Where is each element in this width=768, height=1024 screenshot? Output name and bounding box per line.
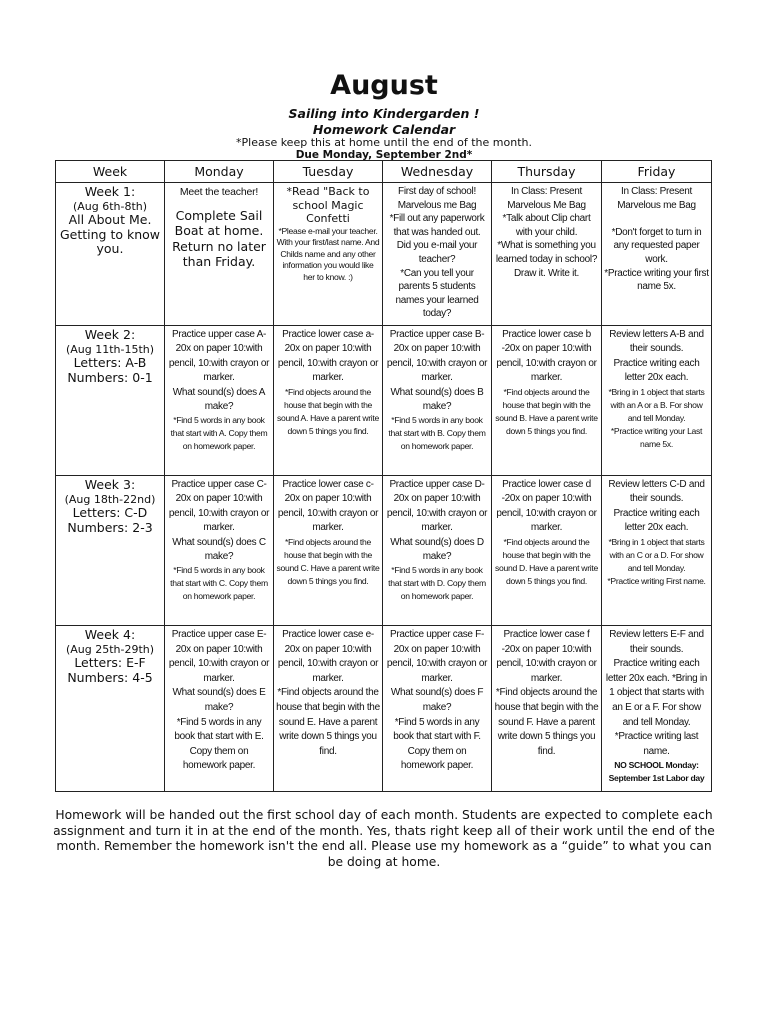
wednesday-text: First day of school! Marvelous me Bag *Fill out any paperwork that was handed out. Did you e-mail your teacher? *Can you tell your parents 5 students names your learned today? [389,186,485,320]
wednesday-cell [383,626,492,792]
week-cell [56,626,165,792]
week-label: Week 4: [84,627,136,642]
wednesday-text: Practice upper case B- 20x on paper 10:with pencil, 10:with crayon or marker. What sound(s) does B make? [386,329,488,413]
friday-cell [602,476,712,626]
week-topic: Letters: A-B Numbers: 0-1 [67,355,153,385]
friday-text: In Class: Present Marvelous me Bag *Don't forget to turn in any requested paper work. *Practice writing your first name 5x. [604,186,709,293]
monday-text: Meet the teacher! [179,186,259,198]
monday-text-small: *Find 5 words in any book that start with A. Copy them on homework paper. [170,415,268,452]
week-dates: (Aug 11th-15th) [65,342,155,356]
monday-text-small: *Find 5 words in any book that start with C. Copy them on homework paper. [170,565,268,602]
column-header-week: Week [56,161,165,183]
week-label: Week 1: [84,184,136,199]
thursday-text: Practice lower case f -20x on paper 10:with pencil, 10:with crayon or marker. *Find objects around the house that begin with the sound F. Have a parent write down 5 things you find. [494,629,599,757]
monday-text-large: Complete Sail Boat at home. Return no later than Friday. [172,207,266,270]
column-header-tuesday: Tuesday [274,161,383,183]
keep-at-home-note: *Please keep this at home until the end of the month. [236,136,532,149]
tuesday-text-small: *Find objects around the house that begin with the sound C. Have a parent write down 5 things you find. [276,536,380,586]
thursday-text: In Class: Present Marvelous Me Bag *Talk about Clip chart with your child. *What is something you learned today in school? Draw it. Write it. [495,186,598,279]
column-header-wednesday: Wednesday [383,161,492,183]
tuesday-cell [274,326,383,476]
friday-cell [602,326,712,476]
monday-cell [165,626,274,792]
thursday-text: Practice lower case b -20x on paper 10:with pencil, 10:with crayon or marker. [496,329,597,384]
friday-text: Review letters E-F and their sounds. Practice writing each letter 20x each. *Bring in 1 object that starts with an E or a F. For show and tell Monday. *Practice writing last name. [605,629,708,757]
thursday-cell [492,183,602,326]
monday-cell [165,326,274,476]
page-title: August [330,70,438,101]
week-dates: (Aug 6th-8th) [72,199,148,213]
due-date: Due Monday, September 2nd* [295,149,473,161]
tuesday-text: Practice lower case a- 20x on paper 10:with pencil, 10:with crayon or marker. [277,329,379,384]
table-row [56,626,712,792]
tuesday-text-small: *Please e-mail your teacher. With your first/last name. And Childs name and any other information you would like her to know. :) [276,225,380,282]
week-topic: Letters: C-D Numbers: 2-3 [67,505,153,535]
wednesday-cell [383,326,492,476]
friday-text-small: *Bring in 1 object that starts with an C or a D. For show and tell Monday. *Practice writing First name. [607,536,706,586]
tuesday-cell [274,626,383,792]
tuesday-text-small: *Find objects around the house that begin with the sound A. Have a parent write down 5 things you find. [277,386,379,436]
week-label: Week 2: [84,327,136,342]
friday-cell [602,626,712,792]
wednesday-cell [383,183,492,326]
wednesday-text: Practice upper case D- 20x on paper 10:with pencil, 10:with crayon or marker. What sound(s) does D make? [386,479,488,563]
column-header-thursday: Thursday [492,161,602,183]
header-row [56,161,712,183]
friday-text: Review letters C-D and their sounds. Practice writing each letter 20x each. [608,479,705,534]
table-row [56,326,712,476]
homework-instructions: Homework will be handed out the first school day of each month. Students are expected to complete each assignment and turn it in at the end of the month. Yes, thats right keep all of their work until the end of the month. Remember the homework isn't the end all. Please use my homework as a “guide” to what you can be doing at home. [53,808,715,869]
thursday-cell [492,476,602,626]
week-dates: (Aug 18th-22nd) [64,492,156,506]
week-dates: (Aug 25th-29th) [65,642,155,656]
wednesday-text-small: *Find 5 words in any book that start with B. Copy them on homework paper. [388,415,486,452]
monday-cell [165,476,274,626]
monday-text: Practice upper case C- 20x on paper 10:with pencil, 10:with crayon or marker. What sound(s) does C make? [168,479,270,563]
thursday-cell [492,326,602,476]
column-header-friday: Friday [602,161,712,183]
tuesday-cell [274,183,383,326]
column-header-monday: Monday [165,161,274,183]
tuesday-text: Practice lower case c- 20x on paper 10:with pencil, 10:with crayon or marker. [277,479,379,534]
table-row [56,183,712,326]
friday-text: Review letters A-B and their sounds. Practice writing each letter 20x each. [609,329,704,384]
week-cell [56,326,165,476]
monday-text: Practice upper case A- 20x on paper 10:with pencil, 10:with crayon or marker. What sound(s) does A make? [168,329,270,413]
thursday-text: Practice lower case d -20x on paper 10:with pencil, 10:with crayon or marker. [496,479,597,534]
monday-text: Practice upper case E- 20x on paper 10:with pencil, 10:with crayon or marker. What sound(s) does E make? *Find 5 words in any book that start with E. Copy them on homework paper. [168,629,270,772]
tuesday-text: Practice lower case e- 20x on paper 10:with pencil, 10:with crayon or marker. *Find objects around the house that begin with the sound E. Have a parent write down 5 things you find. [276,629,380,757]
week-cell [56,476,165,626]
week-label: Week 3: [84,477,136,492]
table-row [56,476,712,626]
friday-text-small: *Bring in 1 object that starts with an A or a B. For show and tell Monday. *Practice writing your Last name 5x. [608,386,705,449]
tuesday-text: *Read "Back to school Magic Confetti [286,185,370,225]
wednesday-cell [383,476,492,626]
calendar-subtitle: Homework Calendar [312,122,456,137]
tuesday-cell [274,476,383,626]
thursday-cell [492,626,602,792]
week-topic: Letters: E-F Numbers: 4-5 [67,655,153,685]
friday-cell [602,183,712,326]
wednesday-text: Practice upper case F- 20x on paper 10:with pencil, 10:with crayon or marker. What sound(s) does F make? *Find 5 words in any book that start with F. Copy them on homework paper. [386,629,488,772]
subtitle: Sailing into Kindergarden ! [288,106,480,121]
homework-calendar-table [55,160,712,792]
week-topic: All About Me. Getting to know you. [59,212,161,256]
thursday-text-small: *Find objects around the house that begin with the sound D. Have a parent write down 5 things you find. [495,536,598,586]
thursday-text-small: *Find objects around the house that begin with the sound B. Have a parent write down 5 things you find. [495,386,598,436]
no-school-note: NO SCHOOL Monday: September 1st Labor day [608,760,705,783]
wednesday-text-small: *Find 5 words in any book that start with D. Copy them on homework paper. [388,565,486,602]
monday-cell [165,183,274,326]
week-cell [56,183,165,326]
